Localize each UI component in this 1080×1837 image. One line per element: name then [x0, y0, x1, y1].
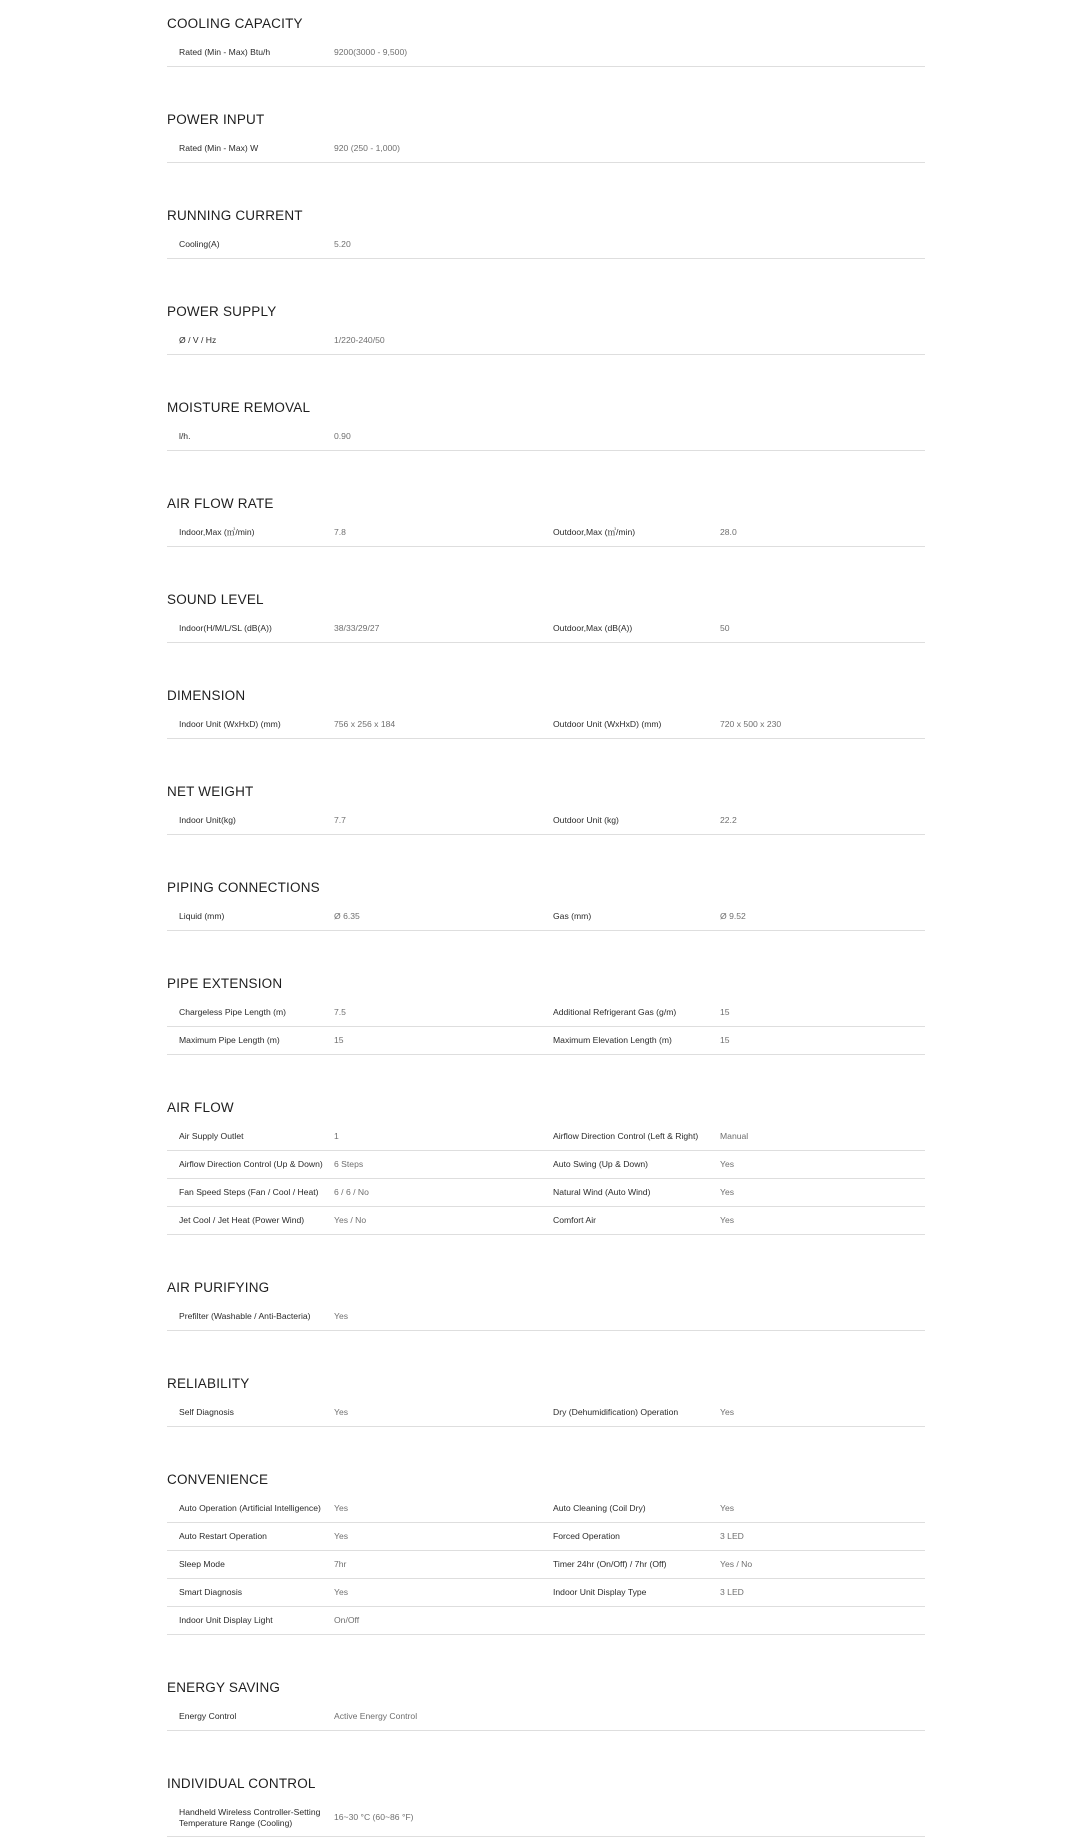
section-title: RELIABILITY — [167, 1376, 250, 1391]
section-spacer — [167, 355, 925, 397]
spec-value: Yes — [720, 1215, 735, 1225]
spec-row — [167, 231, 925, 259]
section-spacer — [167, 739, 925, 781]
spec-section — [167, 1677, 925, 1773]
spec-label: Indoor Unit (WxHxD) (mm) — [179, 719, 281, 729]
spec-row — [167, 519, 925, 547]
spec-row — [167, 1523, 925, 1551]
spec-value: Yes — [334, 1503, 349, 1513]
spec-rows — [167, 1123, 925, 1235]
spec-section — [167, 1469, 925, 1677]
spec-label: Outdoor,Max (㎥/min) — [553, 527, 636, 537]
spec-row — [167, 1579, 925, 1607]
spec-value: Ø 9.52 — [720, 911, 746, 921]
spec-label: Airflow Direction Control (Up & Down) — [179, 1159, 323, 1169]
spec-section — [167, 205, 925, 301]
spec-row — [167, 135, 925, 163]
spec-row — [167, 1207, 925, 1235]
spec-section — [167, 493, 925, 589]
spec-rows — [167, 327, 925, 355]
spec-value: Yes — [334, 1587, 349, 1597]
spec-section — [167, 973, 925, 1097]
spec-value: 9200(3000 - 9,500) — [334, 47, 408, 57]
spec-rows — [167, 423, 925, 451]
section-spacer — [167, 643, 925, 685]
spec-row — [167, 1551, 925, 1579]
spec-label: Energy Control — [179, 1711, 237, 1721]
spec-value: Yes — [334, 1531, 349, 1541]
section-title: INDIVIDUAL CONTROL — [167, 1776, 316, 1791]
spec-label: Outdoor,Max (dB(A)) — [553, 623, 633, 633]
spec-label: Cooling(A) — [179, 239, 220, 249]
section-title: SOUND LEVEL — [167, 592, 264, 607]
spec-row — [167, 711, 925, 739]
section-spacer — [167, 1635, 925, 1677]
section-title: AIR FLOW RATE — [167, 496, 274, 511]
spec-value: Yes / No — [334, 1215, 367, 1225]
spec-rows — [167, 231, 925, 259]
section-title: AIR FLOW — [167, 1100, 234, 1115]
spec-value: 28.0 — [720, 527, 737, 537]
spec-value: 3 LED — [720, 1587, 744, 1597]
spec-label: Gas (mm) — [553, 911, 592, 921]
spec-rows — [167, 519, 925, 547]
spec-label: Maximum Pipe Length (m) — [179, 1035, 280, 1045]
section-spacer — [167, 67, 925, 109]
spec-value: 7.5 — [334, 1007, 346, 1017]
spec-value: On/Off — [334, 1615, 360, 1625]
spec-value: 3 LED — [720, 1531, 744, 1541]
spec-value: 15 — [334, 1035, 344, 1045]
spec-row — [167, 807, 925, 835]
spec-rows — [167, 39, 925, 67]
spec-value: 1/220-240/50 — [334, 335, 385, 345]
spec-rows — [167, 807, 925, 835]
spec-label: Jet Cool / Jet Heat (Power Wind) — [179, 1215, 305, 1225]
spec-label: Auto Operation (Artificial Intelligence) — [179, 1503, 321, 1513]
spec-value: 16~30 °C (60~86 °F) — [334, 1812, 414, 1822]
spec-row — [167, 1399, 925, 1427]
spec-value: 7hr — [334, 1559, 347, 1569]
spec-section — [167, 109, 925, 205]
section-title: POWER INPUT — [167, 112, 265, 127]
section-title: DIMENSION — [167, 688, 246, 703]
spec-value: 7.7 — [334, 815, 346, 825]
spec-label: Dry (Dehumidification) Operation — [553, 1407, 679, 1417]
spec-value: Manual — [720, 1131, 749, 1141]
spec-section — [167, 1773, 925, 1837]
spec-row — [167, 999, 925, 1027]
spec-label: Indoor,Max (㎥/min) — [179, 527, 255, 537]
spec-value: 6 Steps — [334, 1159, 364, 1169]
spec-label: Handheld Wireless Controller-Setting Temperature Range (Cooling) — [179, 1806, 321, 1828]
section-spacer — [167, 547, 925, 589]
spec-value: 15 — [720, 1007, 730, 1017]
spec-value: Yes — [720, 1187, 735, 1197]
spec-row — [167, 1495, 925, 1523]
spec-rows — [167, 1303, 925, 1331]
spec-label: Maximum Elevation Length (m) — [553, 1035, 672, 1045]
section-title: POWER SUPPLY — [167, 304, 277, 319]
spec-rows — [167, 999, 925, 1055]
spec-label: Outdoor Unit (WxHxD) (mm) — [553, 719, 662, 729]
spec-label: Rated (Min - Max) Btu/h — [179, 47, 271, 57]
spec-label: Air Supply Outlet — [179, 1131, 244, 1141]
section-title: AIR PURIFYING — [167, 1280, 270, 1295]
section-spacer — [167, 451, 925, 493]
spec-label: Indoor(H/M/L/SL (dB(A)) — [179, 623, 272, 633]
section-spacer — [167, 163, 925, 205]
spec-label: Smart Diagnosis — [179, 1587, 243, 1597]
spec-value: Yes — [334, 1407, 349, 1417]
spec-value: Ø 6.35 — [334, 911, 360, 921]
spec-rows — [167, 903, 925, 931]
spec-label: Airflow Direction Control (Left & Right) — [553, 1131, 699, 1141]
spec-value: 920 (250 - 1,000) — [334, 143, 400, 153]
spec-value: Active Energy Control — [334, 1711, 418, 1721]
spec-row — [167, 1151, 925, 1179]
spec-label: Comfort Air — [553, 1215, 596, 1225]
spec-row — [167, 1303, 925, 1331]
spec-row — [167, 39, 925, 67]
section-spacer — [167, 835, 925, 877]
spec-value: 5.20 — [334, 239, 351, 249]
spec-label: Indoor Unit Display Type — [553, 1587, 647, 1597]
spec-value: Yes — [720, 1159, 735, 1169]
spec-rows — [167, 1799, 925, 1837]
spec-section — [167, 1373, 925, 1469]
spec-row — [167, 1179, 925, 1207]
spec-label: Sleep Mode — [179, 1559, 225, 1569]
spec-label: Outdoor Unit (kg) — [553, 815, 619, 825]
spec-section — [167, 1277, 925, 1373]
spec-label: Chargeless Pipe Length (m) — [179, 1007, 286, 1017]
spec-value: 7.8 — [334, 527, 346, 537]
section-spacer — [167, 1427, 925, 1469]
spec-value: Yes — [334, 1311, 349, 1321]
spec-section — [167, 877, 925, 973]
section-spacer — [167, 1331, 925, 1373]
spec-rows — [167, 135, 925, 163]
section-spacer — [167, 931, 925, 973]
spec-rows — [167, 1703, 925, 1731]
spec-value: 38/33/29/27 — [334, 623, 380, 633]
section-spacer — [167, 259, 925, 301]
spec-label: Self Diagnosis — [179, 1407, 234, 1417]
spec-value: Yes — [720, 1503, 735, 1513]
spec-label: Natural Wind (Auto Wind) — [553, 1187, 651, 1197]
spec-value: 1 — [334, 1131, 339, 1141]
spec-rows — [167, 711, 925, 739]
spec-rows — [167, 615, 925, 643]
spec-row — [167, 423, 925, 451]
spec-label: Indoor Unit Display Light — [179, 1615, 273, 1625]
spec-section — [167, 781, 925, 877]
section-title: ENERGY SAVING — [167, 1680, 281, 1695]
spec-rows — [167, 1495, 925, 1635]
spec-row — [167, 1123, 925, 1151]
spec-label: Auto Swing (Up & Down) — [553, 1159, 649, 1169]
section-title: NET WEIGHT — [167, 784, 254, 799]
spec-section — [167, 301, 925, 397]
spec-sheet — [167, 0, 925, 1837]
spec-value: 720 x 500 x 230 — [720, 719, 782, 729]
spec-section — [167, 397, 925, 493]
spec-row — [167, 327, 925, 355]
section-title: MOISTURE REMOVAL — [167, 400, 311, 415]
spec-label: Indoor Unit(kg) — [179, 815, 236, 825]
section-title: PIPE EXTENSION — [167, 976, 283, 991]
spec-row — [167, 1799, 925, 1837]
spec-row — [167, 1607, 925, 1635]
spec-label: Ø / V / Hz — [179, 335, 217, 345]
spec-row — [167, 903, 925, 931]
spec-label: Forced Operation — [553, 1531, 620, 1541]
spec-value: 22.2 — [720, 815, 737, 825]
spec-label: Prefilter (Washable / Anti-Bacteria) — [179, 1311, 311, 1321]
spec-section — [167, 685, 925, 781]
spec-label: Auto Restart Operation — [179, 1531, 267, 1541]
spec-value: 50 — [720, 623, 730, 633]
spec-row — [167, 1027, 925, 1055]
section-title: CONVENIENCE — [167, 1472, 269, 1487]
spec-label: Timer 24hr (On/Off) / 7hr (Off) — [553, 1559, 667, 1569]
section-spacer — [167, 1055, 925, 1097]
spec-section — [167, 13, 925, 109]
spec-label: Rated (Min - Max) W — [179, 143, 259, 153]
section-title: RUNNING CURRENT — [167, 208, 303, 223]
section-title: COOLING CAPACITY — [167, 16, 303, 31]
spec-section — [167, 1097, 925, 1277]
spec-row — [167, 615, 925, 643]
spec-value: 6 / 6 / No — [334, 1187, 369, 1197]
spec-label: Additional Refrigerant Gas (g/m) — [553, 1007, 677, 1017]
section-spacer — [167, 1731, 925, 1773]
spec-value: 15 — [720, 1035, 730, 1045]
spec-row — [167, 1703, 925, 1731]
section-spacer — [167, 1235, 925, 1277]
spec-value: 0.90 — [334, 431, 351, 441]
spec-value: Yes — [720, 1407, 735, 1417]
spec-label: l/h. — [179, 431, 191, 441]
section-title: PIPING CONNECTIONS — [167, 880, 320, 895]
spec-value: 756 x 256 x 184 — [334, 719, 396, 729]
spec-rows — [167, 1399, 925, 1427]
spec-section — [167, 589, 925, 685]
spec-label: Liquid (mm) — [179, 911, 225, 921]
spec-value: Yes / No — [720, 1559, 753, 1569]
spec-label: Auto Cleaning (Coil Dry) — [553, 1503, 646, 1513]
spec-label: Fan Speed Steps (Fan / Cool / Heat) — [179, 1187, 319, 1197]
